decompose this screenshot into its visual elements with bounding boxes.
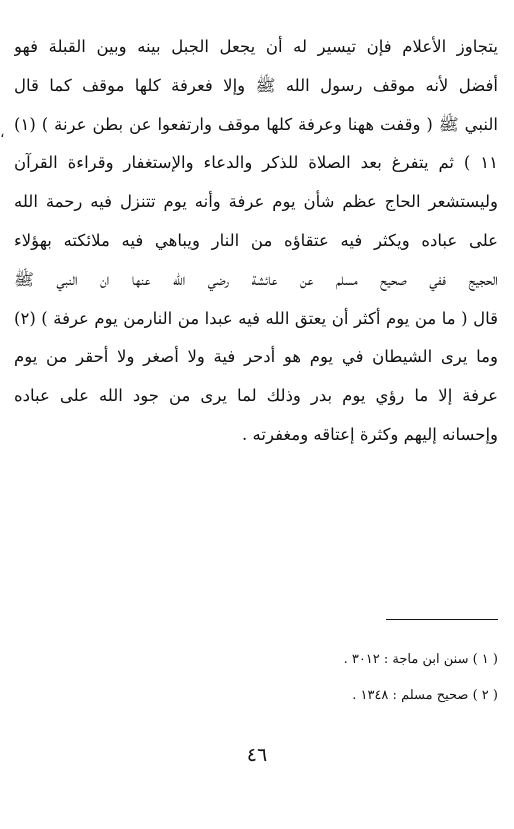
footnotes xyxy=(78,645,498,717)
text-line-1: يتجاوز الأعلام فإن تيسير له أن يجعل الجبل بينه وبين القبلة فهو xyxy=(14,37,498,56)
text-line-6: على عباده ويكثر فيه عتقاؤه من النار ويباهي فيه ملائكته بهؤلاء xyxy=(14,230,498,250)
text-line-3: النبي ﷺ ( وقفت ههنا وعرفة كلها موقف وارتفعوا عن بطن عرنة ) (١) xyxy=(14,114,498,134)
text-line-8: قال ( ما من يوم أكثر أن يعتق الله فيه عبدا من النارمن يوم عرفة ) (٢) xyxy=(14,308,498,328)
footnote-divider xyxy=(386,619,498,620)
text-line-5: وليستشعر الحاج عظم شأن يوم عرفة وأنه يوم تتنزل فيه رحمة الله xyxy=(14,192,498,212)
footnote-2: ( ٢ ) صحيح مسلم : ١٣٤٨ . xyxy=(352,688,498,703)
text-line-9: وما يرى الشيطان في يوم هو أدحر فية ولا أصغر ولا أحقر من يوم xyxy=(14,347,498,367)
text-line-10: عرفة إلا ما رؤي يوم بدر وذلك لما يرى من جود الله على عباده xyxy=(14,386,498,406)
page-number: ٤٦ xyxy=(246,744,268,766)
margin-mark: ، xyxy=(0,125,5,141)
text-line-7: الحجيج ففي صحيح مسلم عن عائشة رضي الله عنها ان النبي ﷺ xyxy=(14,269,498,289)
main-text xyxy=(14,28,498,455)
footnote-1: ( ١ ) سنن ابن ماجة : ٣٠١٢ . xyxy=(343,652,498,667)
text-line-11: وإحسانه إليهم وكثرة إعتاقه ومغفرته . xyxy=(242,424,498,444)
text-line-4: ١١ ) ثم يتفرغ بعد الصلاة للذكر والدعاء والإستغفار وقراءة القرآن xyxy=(14,153,498,173)
text-line-2: أفضل لأنه موقف رسول الله ﷺ وإلا فعرفة كلها موقف كما قال xyxy=(14,75,498,95)
